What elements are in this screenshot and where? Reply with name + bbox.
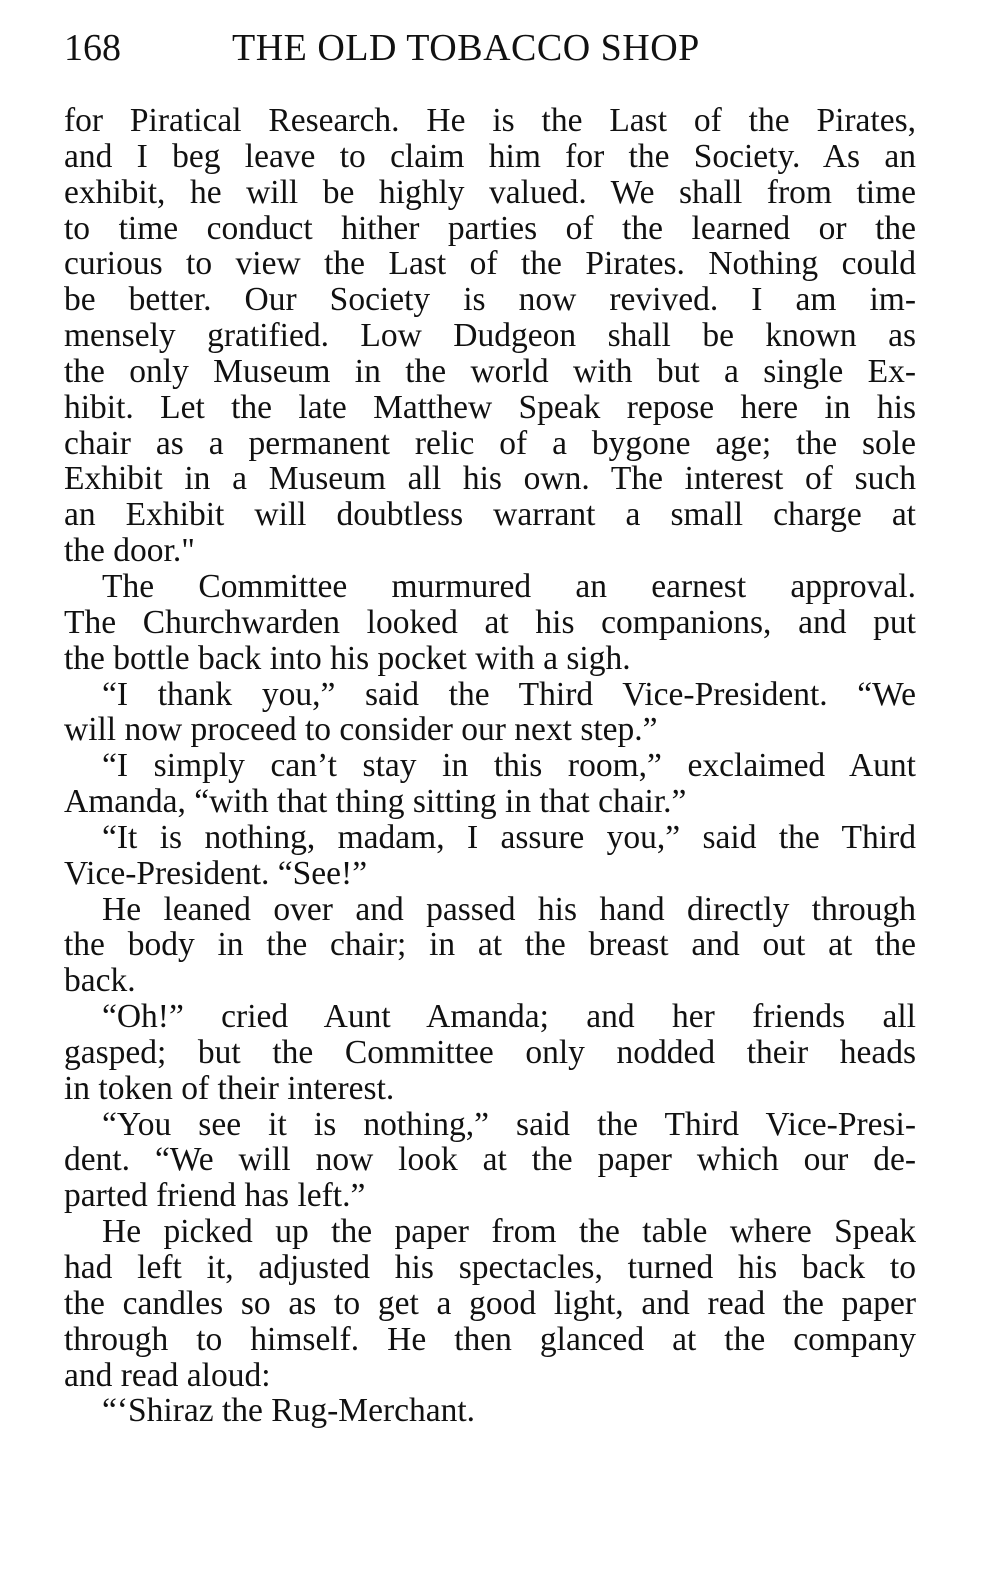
text-line: hibit. Let the late Matthew Speak repose here in his — [64, 388, 916, 426]
text-line: and I beg leave to claim him for the Society. As an — [64, 137, 916, 175]
text-line: will now proceed to consider our next step.” — [64, 711, 658, 749]
text-line: exhibit, he will be highly valued. We shall from time — [64, 173, 916, 211]
paragraph — [64, 892, 916, 1000]
paragraph — [64, 820, 916, 892]
text-line: the candles so as to get a good light, and read the paper — [64, 1284, 916, 1322]
text-line: dent. “We will now look at the paper which our de- — [64, 1141, 916, 1179]
paragraph — [64, 569, 916, 677]
text-line: the body in the chair; in at the breast and out at the — [64, 926, 916, 964]
paragraph — [64, 1393, 916, 1429]
text-line: mensely gratified. Low Dudgeon shall be known as — [64, 317, 916, 355]
text-line: “Oh!” cried Aunt Amanda; and her friends all — [102, 998, 916, 1036]
text-line: Amanda, “with that thing sitting in that chair.” — [64, 783, 687, 821]
paragraph — [64, 677, 916, 749]
text-line: The Committee murmured an earnest approval. — [102, 567, 916, 605]
page-number: 168 — [64, 27, 121, 69]
text-line: for Piratical Research. He is the Last of the Pirates, — [64, 102, 916, 139]
text-line: He picked up the paper from the table where Speak — [102, 1213, 916, 1251]
text-line: to time conduct hither parties of the learned or the — [64, 209, 916, 247]
text-line: through to himself. He then glanced at the company — [64, 1320, 916, 1358]
text-line: be better. Our Society is now revived. I am im- — [64, 281, 916, 319]
paragraph — [64, 1107, 916, 1215]
paragraph — [64, 748, 916, 820]
text-line: “It is nothing, madam, I assure you,” said the Third — [102, 818, 916, 856]
text-line: and read aloud: — [64, 1356, 271, 1394]
text-line: The Churchwarden looked at his companions, and put — [64, 603, 916, 641]
paragraph — [64, 999, 916, 1107]
text-line: “‘Shiraz the Rug-Merchant. — [102, 1392, 476, 1430]
running-title: THE OLD TOBACCO SHOP — [232, 27, 700, 69]
text-line: Exhibit in a Museum all his own. The interest of such — [64, 460, 916, 498]
paragraph — [64, 103, 916, 569]
page-header — [64, 24, 924, 72]
text-line: gasped; but the Committee only nodded their heads — [64, 1033, 916, 1071]
text-line: “I simply can’t stay in this room,” exclaimed Aunt — [102, 747, 916, 785]
text-line: parted friend has left.” — [64, 1177, 366, 1215]
text-line: “I thank you,” said the Third Vice-President. “We — [102, 675, 916, 713]
text-line: “You see it is nothing,” said the Third Vice-Presi- — [102, 1105, 916, 1143]
text-line: the bottle back into his pocket with a sigh. — [64, 639, 631, 677]
paragraph — [64, 1214, 916, 1393]
text-line: in token of their interest. — [64, 1069, 395, 1107]
text-line: chair as a permanent relic of a bygone age; the sole — [64, 424, 916, 462]
text-line: Vice-President. “See!” — [64, 854, 368, 892]
text-line: the only Museum in the world with but a single Ex- — [64, 352, 916, 390]
text-line: back. — [64, 962, 136, 1000]
text-line: He leaned over and passed his hand directly through — [102, 890, 916, 928]
text-line: an Exhibit will doubtless warrant a small charge at — [64, 496, 916, 534]
text-line: had left it, adjusted his spectacles, turned his back to — [64, 1249, 916, 1286]
text-line: curious to view the Last of the Pirates. Nothing could — [64, 245, 916, 283]
text-line: the door." — [64, 532, 195, 570]
body-text — [64, 103, 916, 1429]
